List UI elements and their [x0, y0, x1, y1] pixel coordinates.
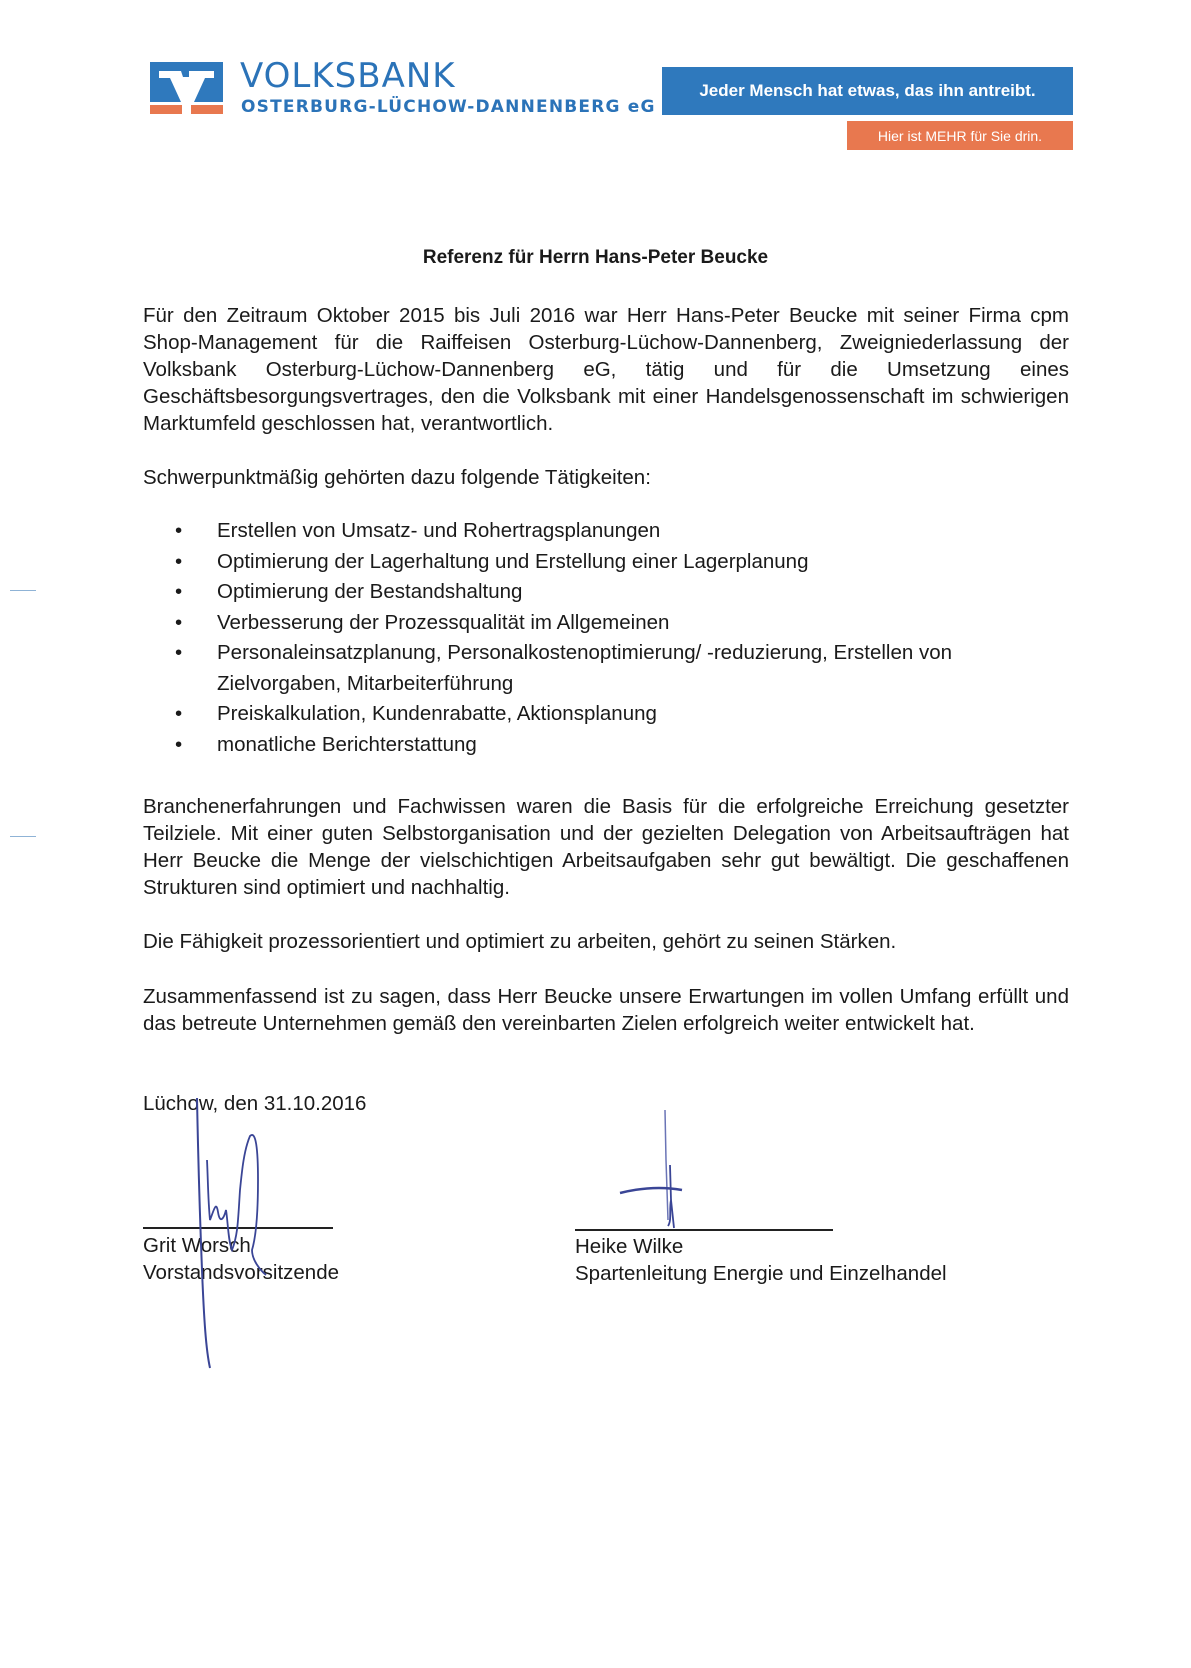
paragraph-strengths: Die Fähigkeit prozessorientiert und optimiert zu arbeiten, gehört zu seinen Stärken. [143, 930, 897, 953]
bank-subtitle: OSTERBURG-LÜCHOW-DANNENBERG eG [241, 97, 656, 117]
signatory-role: Spartenleitung Energie und Einzelhandel [575, 1262, 947, 1285]
signatory-name: Heike Wilke [575, 1235, 684, 1258]
handwritten-signature-icon [600, 1110, 720, 1240]
margin-mark [10, 590, 36, 591]
slogan-banner: Jeder Mensch hat etwas, das ihn antreibt. [662, 67, 1073, 115]
list-item: • Erstellen von Umsatz- und Rohertragsplanungen [217, 516, 1077, 547]
list-item: • monatliche Berichterstattung [217, 730, 1077, 761]
list-item: • Verbesserung der Prozessqualität im Allgemeinen [217, 608, 1077, 639]
tagline-banner: Hier ist MEHR für Sie drin. [847, 121, 1073, 150]
list-item: • Optimierung der Bestandshaltung [217, 577, 1077, 608]
place-date: Lüchow, den 31.10.2016 [143, 1092, 367, 1115]
list-item: • Preiskalkulation, Kundenrabatte, Aktionsplanung [217, 699, 1077, 730]
volksbank-logo-icon [150, 62, 223, 114]
task-list [175, 516, 1077, 760]
paragraph-experience: Branchenerfahrungen und Fachwissen waren die Basis für die erfolgreiche Erreichung gesetzter Teilziele. Mit einer guten Selbstorganisation und der gezielten Delegation von Arbeitsaufträgen hat Herr Beucke die Menge der vielschichtigen Arbeitsaufgaben sehr gut bewältigt. Die geschaffenen Strukturen sind optimiert und nachhaltig. [143, 795, 1069, 899]
margin-mark [10, 836, 36, 837]
paragraph-summary: Zusammenfassend ist zu sagen, dass Herr Beucke unsere Erwartungen im vollen Umfang erfüllt und das betreute Unternehmen gemäß den vereinbarten Zielen erfolgreich weiter entwickelt hat. [143, 985, 1069, 1035]
signatory-name: Grit Worsch [143, 1234, 251, 1257]
list-item: • Personaleinsatzplanung, Personalkostenoptimierung/ -reduzierung, Erstellen von Zielvorgaben, Mitarbeiterführung [217, 638, 1077, 699]
paragraph-intro: Für den Zeitraum Oktober 2015 bis Juli 2016 war Herr Hans-Peter Beucke mit seiner Firma cpm Shop-Management für die Raiffeisen Osterburg-Lüchow-Dannenberg, Zweigniederlassung der Volksbank Osterburg-Lüchow-Dannenberg eG, tätig und für die Umsetzung eines Geschäftsbesorgungsvertrages, den die Volksbank mit einer Handelsgenossenschaft im schwierigen Marktumfeld geschlossen hat, verantwortlich. [143, 304, 1069, 435]
document-title: Referenz für Herrn Hans-Peter Beucke [422, 247, 769, 268]
handwritten-signature-icon [180, 1090, 300, 1380]
paragraph-tasks-intro: Schwerpunktmäßig gehörten dazu folgende Tätigkeiten: [143, 466, 651, 489]
bank-name: VOLKSBANK [240, 56, 456, 96]
signatory-role: Vorstandsvorsitzende [143, 1261, 340, 1284]
list-item: • Optimierung der Lagerhaltung und Erstellung einer Lagerplanung [217, 547, 1077, 578]
